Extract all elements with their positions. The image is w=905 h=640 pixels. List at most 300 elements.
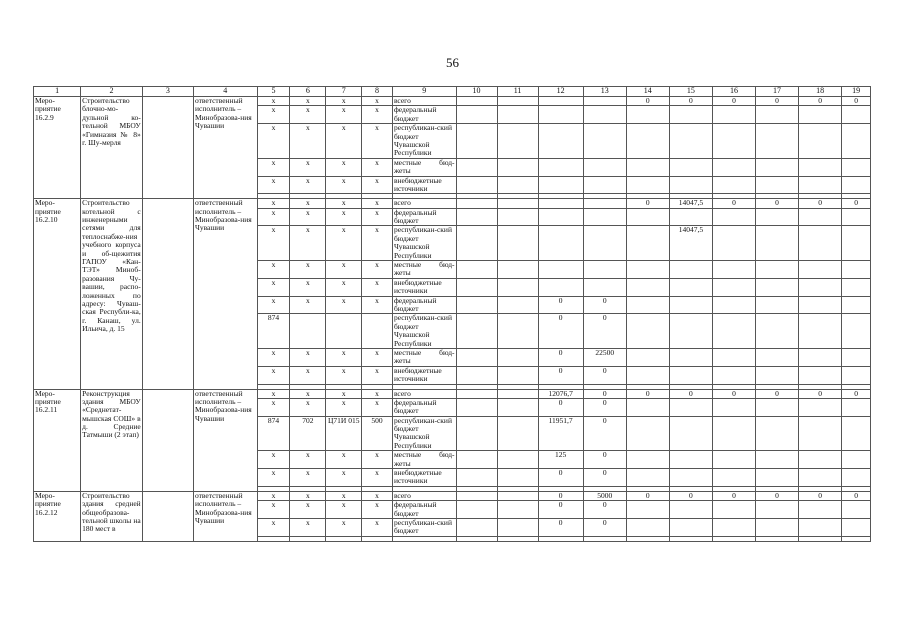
budget-code-cell: х: [326, 348, 362, 366]
col10-cell: [456, 158, 497, 176]
col11-cell: [497, 296, 538, 314]
amount-cell: 0: [712, 491, 755, 500]
col3-cell: [142, 389, 193, 491]
budget-code-cell: х: [362, 296, 393, 314]
budget-code-cell: х: [290, 296, 326, 314]
budget-code-cell: х: [257, 398, 290, 416]
amount-cell: 0: [669, 491, 712, 500]
budget-code-cell: [326, 314, 362, 349]
budget-code-cell: [290, 314, 326, 349]
amount-cell: [799, 416, 842, 451]
col11-cell: [497, 314, 538, 349]
amount-cell: [712, 416, 755, 451]
amount-cell: [756, 451, 799, 469]
budget-code-cell: х: [257, 491, 290, 500]
spacer-cell: [497, 536, 538, 541]
amount-cell: [842, 176, 871, 194]
budget-code-cell: х: [326, 208, 362, 226]
amount-cell: 0: [583, 389, 626, 398]
amount-cell: [626, 451, 669, 469]
col10-cell: [456, 469, 497, 487]
amount-cell: [669, 398, 712, 416]
amount-cell: [626, 158, 669, 176]
event-id-cell: Меро-приятие 16.2.10: [34, 199, 81, 389]
budget-code-cell: х: [290, 469, 326, 487]
amount-cell: [626, 278, 669, 296]
col11-cell: [497, 398, 538, 416]
amount-cell: [626, 366, 669, 384]
amount-cell: [712, 348, 755, 366]
amount-cell: 0: [756, 97, 799, 106]
amount-cell: [712, 176, 755, 194]
amount-cell: 14047,5: [669, 199, 712, 208]
budget-code-cell: 874: [257, 416, 290, 451]
amount-cell: [669, 501, 712, 519]
funding-source-cell: федеральный бюджет: [392, 398, 456, 416]
budget-code-cell: х: [326, 226, 362, 261]
amount-cell: [842, 226, 871, 261]
col11-cell: [497, 491, 538, 500]
amount-cell: [626, 348, 669, 366]
budget-code-cell: х: [257, 97, 290, 106]
budget-code-cell: х: [326, 176, 362, 194]
column-number: 1: [34, 87, 81, 97]
col10-cell: [456, 176, 497, 194]
spacer-cell: [326, 536, 362, 541]
funding-source-cell: федеральный бюджет: [392, 296, 456, 314]
amount-cell: [712, 398, 755, 416]
amount-cell: [842, 278, 871, 296]
budget-code-cell: х: [362, 208, 393, 226]
event-name-cell: Реконструкция здания МБОУ «Среднетат-мышская СОШ» в д. Средние Татмыши (2 этап): [81, 389, 143, 491]
amount-cell: [842, 124, 871, 159]
amount-cell: [712, 106, 755, 124]
budget-code-cell: х: [257, 106, 290, 124]
amount-cell: [712, 208, 755, 226]
col10-cell: [456, 491, 497, 500]
amount-cell: [842, 451, 871, 469]
event-name-cell: Строительство котельной с инженерными сетями для теплоснабже-ния учебного корпуса и об-щежития ГАПОУ «Кан-ТЭТ» Миноб-разования Чу-вашии, распо-ложенных по адресу: Чуваш-ская Республи-ка, г. Канаш, ул. Ильича, д. 15: [81, 199, 143, 389]
col11-cell: [497, 469, 538, 487]
amount-cell: [669, 469, 712, 487]
amount-cell: [842, 296, 871, 314]
funding-source-cell: федеральный бюджет: [392, 208, 456, 226]
spacer-cell: [583, 536, 626, 541]
budget-code-cell: х: [326, 501, 362, 519]
col10-cell: [456, 226, 497, 261]
budget-code-cell: х: [362, 398, 393, 416]
amount-cell: [669, 158, 712, 176]
amount-cell: 0: [583, 469, 626, 487]
amount-cell: [799, 261, 842, 279]
amount-cell: 0: [842, 97, 871, 106]
col11-cell: [497, 518, 538, 536]
column-number: 11: [497, 87, 538, 97]
amount-cell: [842, 398, 871, 416]
budget-code-cell: х: [290, 518, 326, 536]
amount-cell: 11951,7: [538, 416, 583, 451]
budget-code-cell: х: [257, 348, 290, 366]
budget-code-cell: х: [362, 469, 393, 487]
budget-code-cell: х: [362, 348, 393, 366]
col11-cell: [497, 158, 538, 176]
table-row: [34, 389, 871, 398]
amount-cell: [756, 416, 799, 451]
amount-cell: [669, 518, 712, 536]
budget-code-cell: х: [290, 261, 326, 279]
amount-cell: 0: [756, 491, 799, 500]
budget-code-cell: х: [290, 398, 326, 416]
funding-source-cell: местные бюд-жеты: [393, 158, 455, 176]
budget-code-cell: 874: [257, 314, 290, 349]
budget-code-cell: х: [326, 398, 362, 416]
amount-cell: [538, 106, 583, 124]
column-number: 6: [290, 87, 326, 97]
amount-cell: [538, 208, 583, 226]
budget-code-cell: х: [290, 176, 326, 194]
col10-cell: [456, 261, 497, 279]
spacer-cell: [626, 536, 669, 541]
budget-code-cell: х: [257, 158, 290, 176]
col11-cell: [497, 124, 538, 159]
amount-cell: [756, 158, 799, 176]
col11-cell: [497, 278, 538, 296]
amount-cell: [799, 278, 842, 296]
col10-cell: [456, 314, 497, 349]
amount-cell: [583, 158, 626, 176]
column-number-row: [34, 87, 871, 97]
amount-cell: 0: [538, 398, 583, 416]
col10-cell: [456, 97, 497, 106]
funding-source-cell: внебюджетные источники: [392, 366, 456, 384]
amount-cell: [538, 199, 583, 208]
budget-code-cell: х: [362, 106, 393, 124]
funding-source-cell: внебюджетные источники: [392, 278, 456, 296]
amount-cell: [626, 469, 669, 487]
amount-cell: [626, 518, 669, 536]
budget-code-cell: х: [257, 366, 290, 384]
amount-cell: 0: [538, 501, 583, 519]
budget-code-cell: х: [362, 124, 393, 159]
event-name-cell: Строительство здания средней общеобразова-тельной школы на 180 мест в: [81, 491, 143, 541]
budget-code-cell: х: [362, 158, 393, 176]
budget-code-cell: х: [257, 176, 290, 194]
amount-cell: 125: [538, 451, 583, 469]
amount-cell: [538, 278, 583, 296]
amount-cell: [669, 261, 712, 279]
amount-cell: [712, 314, 755, 349]
amount-cell: [626, 226, 669, 261]
budget-code-cell: х: [290, 158, 326, 176]
budget-code-cell: х: [326, 366, 362, 384]
spacer-cell: [392, 536, 456, 541]
col11-cell: [497, 416, 538, 451]
amount-cell: [799, 451, 842, 469]
amount-cell: [799, 398, 842, 416]
amount-cell: 0: [538, 469, 583, 487]
amount-cell: 0: [669, 97, 712, 106]
col10-cell: [456, 389, 497, 398]
budget-code-cell: х: [362, 199, 393, 208]
amount-cell: [583, 124, 626, 159]
spacer-cell: [756, 536, 799, 541]
amount-cell: [583, 106, 626, 124]
amount-cell: [583, 199, 626, 208]
budget-code-cell: х: [362, 451, 393, 469]
amount-cell: [626, 314, 669, 349]
amount-cell: [756, 469, 799, 487]
amount-cell: [712, 518, 755, 536]
amount-cell: [756, 208, 799, 226]
col10-cell: [456, 348, 497, 366]
budget-code-cell: х: [326, 278, 362, 296]
budget-code-cell: х: [326, 469, 362, 487]
amount-cell: 0: [583, 451, 626, 469]
column-number: 17: [756, 87, 799, 97]
amount-cell: [669, 296, 712, 314]
amount-cell: 0: [626, 199, 669, 208]
budget-code-cell: х: [326, 451, 362, 469]
amount-cell: 0: [799, 389, 842, 398]
spacer-cell: [712, 536, 755, 541]
col10-cell: [456, 296, 497, 314]
budget-code-cell: х: [257, 278, 290, 296]
spacer-cell: [799, 536, 842, 541]
col10-cell: [456, 501, 497, 519]
funding-source-cell: республикан-ский бюджет Чувашской Республики: [392, 314, 456, 349]
col10-cell: [456, 278, 497, 296]
amount-cell: [538, 226, 583, 261]
budget-code-cell: х: [290, 124, 326, 159]
amount-cell: 0: [712, 97, 755, 106]
amount-cell: 0: [583, 398, 626, 416]
col10-cell: [456, 199, 497, 208]
column-number: 7: [326, 87, 362, 97]
amount-cell: 22500: [583, 348, 626, 366]
amount-cell: 0: [799, 491, 842, 500]
executor-cell: ответственный исполнитель – Минобразова-ния Чувашии: [193, 389, 257, 491]
amount-cell: 0: [842, 491, 871, 500]
amount-cell: [756, 501, 799, 519]
funding-source-cell: республикан-ский бюджет Чувашской Республики: [392, 416, 456, 451]
funding-source-cell: республикан-ский бюджет Чувашской Республики: [392, 124, 456, 159]
table-row: [34, 491, 871, 500]
column-number: 8: [362, 87, 393, 97]
amount-cell: 5000: [583, 491, 626, 500]
amount-cell: [842, 501, 871, 519]
amount-cell: [712, 124, 755, 159]
budget-code-cell: х: [326, 106, 362, 124]
budget-code-cell: х: [362, 366, 393, 384]
amount-cell: 0: [538, 348, 583, 366]
amount-cell: [842, 158, 871, 176]
amount-cell: [669, 176, 712, 194]
amount-cell: [756, 106, 799, 124]
budget-code-cell: х: [326, 518, 362, 536]
spacer-cell: [842, 536, 871, 541]
budget-code-cell: х: [326, 97, 362, 106]
budget-code-cell: х: [362, 518, 393, 536]
amount-cell: [583, 97, 626, 106]
column-number: 14: [626, 87, 669, 97]
col10-cell: [456, 366, 497, 384]
budget-code-cell: х: [257, 501, 290, 519]
spacer-cell: [669, 536, 712, 541]
column-number: 10: [456, 87, 497, 97]
budget-code-cell: х: [257, 124, 290, 159]
amount-cell: [842, 348, 871, 366]
column-number: 16: [712, 87, 755, 97]
amount-cell: [842, 106, 871, 124]
funding-source-cell: всего: [392, 389, 456, 398]
col10-cell: [456, 106, 497, 124]
col11-cell: [497, 261, 538, 279]
amount-cell: [756, 398, 799, 416]
budget-code-cell: х: [326, 296, 362, 314]
amount-cell: 0: [712, 389, 755, 398]
funding-source-cell: местные бюд-жеты: [393, 450, 455, 468]
col10-cell: [456, 451, 497, 469]
col11-cell: [497, 366, 538, 384]
budget-code-cell: х: [290, 389, 326, 398]
col10-cell: [456, 416, 497, 451]
col3-cell: [142, 199, 193, 389]
table-row: [34, 97, 871, 106]
budget-code-cell: [362, 314, 393, 349]
amount-cell: 0: [669, 389, 712, 398]
amount-cell: [626, 261, 669, 279]
amount-cell: 0: [538, 296, 583, 314]
amount-cell: [583, 261, 626, 279]
col10-cell: [456, 124, 497, 159]
budget-code-cell: х: [362, 97, 393, 106]
budget-code-cell: 702: [290, 416, 326, 451]
amount-cell: [756, 518, 799, 536]
amount-cell: [842, 261, 871, 279]
col11-cell: [497, 348, 538, 366]
amount-cell: [756, 314, 799, 349]
amount-cell: [626, 176, 669, 194]
budget-code-cell: х: [257, 469, 290, 487]
budget-code-cell: х: [290, 199, 326, 208]
funding-source-cell: внебюджетные источники: [392, 176, 456, 194]
table-body: [34, 87, 871, 542]
col11-cell: [497, 199, 538, 208]
budget-code-cell: х: [326, 199, 362, 208]
amount-cell: [626, 398, 669, 416]
amount-cell: [842, 469, 871, 487]
amount-cell: 0: [538, 366, 583, 384]
amount-cell: 0: [583, 501, 626, 519]
amount-cell: [669, 106, 712, 124]
page-number: 56: [446, 55, 459, 70]
col10-cell: [456, 518, 497, 536]
funding-source-cell: всего: [392, 491, 456, 500]
amount-cell: [799, 158, 842, 176]
amount-cell: [538, 124, 583, 159]
amount-cell: [669, 451, 712, 469]
amount-cell: [799, 106, 842, 124]
col11-cell: [497, 106, 538, 124]
budget-code-cell: х: [326, 491, 362, 500]
amount-cell: 0: [712, 199, 755, 208]
budget-code-cell: х: [326, 389, 362, 398]
amount-cell: 0: [799, 97, 842, 106]
amount-cell: [583, 208, 626, 226]
spacer-cell: [290, 536, 326, 541]
amount-cell: [756, 176, 799, 194]
amount-cell: [583, 176, 626, 194]
amount-cell: [756, 261, 799, 279]
amount-cell: 0: [626, 491, 669, 500]
spacer-cell: [257, 536, 290, 541]
amount-cell: 0: [799, 199, 842, 208]
amount-cell: [626, 208, 669, 226]
executor-cell: ответственный исполнитель – Минобразова-ния Чувашии: [193, 97, 257, 199]
amount-cell: 0: [842, 199, 871, 208]
amount-cell: [669, 278, 712, 296]
col3-cell: [142, 491, 193, 541]
amount-cell: [538, 97, 583, 106]
budget-code-cell: х: [290, 366, 326, 384]
budget-code-cell: х: [290, 278, 326, 296]
budget-code-cell: х: [362, 261, 393, 279]
amount-cell: [842, 314, 871, 349]
amount-cell: 0: [583, 366, 626, 384]
amount-cell: 0: [626, 97, 669, 106]
amount-cell: [583, 226, 626, 261]
col11-cell: [497, 451, 538, 469]
budget-table: [33, 86, 871, 542]
amount-cell: 0: [538, 491, 583, 500]
amount-cell: [669, 416, 712, 451]
column-number: 15: [669, 87, 712, 97]
budget-code-cell: х: [362, 491, 393, 500]
amount-cell: [538, 176, 583, 194]
amount-cell: [756, 278, 799, 296]
column-number: 2: [81, 87, 143, 97]
budget-code-cell: х: [257, 296, 290, 314]
amount-cell: [842, 518, 871, 536]
amount-cell: [799, 296, 842, 314]
budget-code-cell: х: [257, 518, 290, 536]
funding-source-cell: всего: [392, 97, 456, 106]
executor-cell: ответственный исполнитель – Минобразова-ния Чувашии: [193, 199, 257, 389]
col10-cell: [456, 208, 497, 226]
budget-code-cell: х: [362, 226, 393, 261]
amount-cell: 14047,5: [669, 226, 712, 261]
col3-cell: [142, 97, 193, 199]
budget-code-cell: х: [257, 199, 290, 208]
amount-cell: [756, 226, 799, 261]
spacer-cell: [456, 536, 497, 541]
spacer-cell: [538, 536, 583, 541]
event-id-cell: Меро-приятие 16.2.12: [34, 491, 81, 541]
budget-code-cell: х: [257, 226, 290, 261]
amount-cell: [756, 296, 799, 314]
amount-cell: [669, 348, 712, 366]
amount-cell: [669, 314, 712, 349]
amount-cell: [799, 226, 842, 261]
amount-cell: [669, 208, 712, 226]
budget-code-cell: 500: [362, 416, 393, 451]
column-number: 9: [392, 87, 456, 97]
amount-cell: [538, 261, 583, 279]
amount-cell: [626, 106, 669, 124]
spacer-cell: [362, 536, 393, 541]
amount-cell: [842, 208, 871, 226]
budget-code-cell: х: [290, 226, 326, 261]
